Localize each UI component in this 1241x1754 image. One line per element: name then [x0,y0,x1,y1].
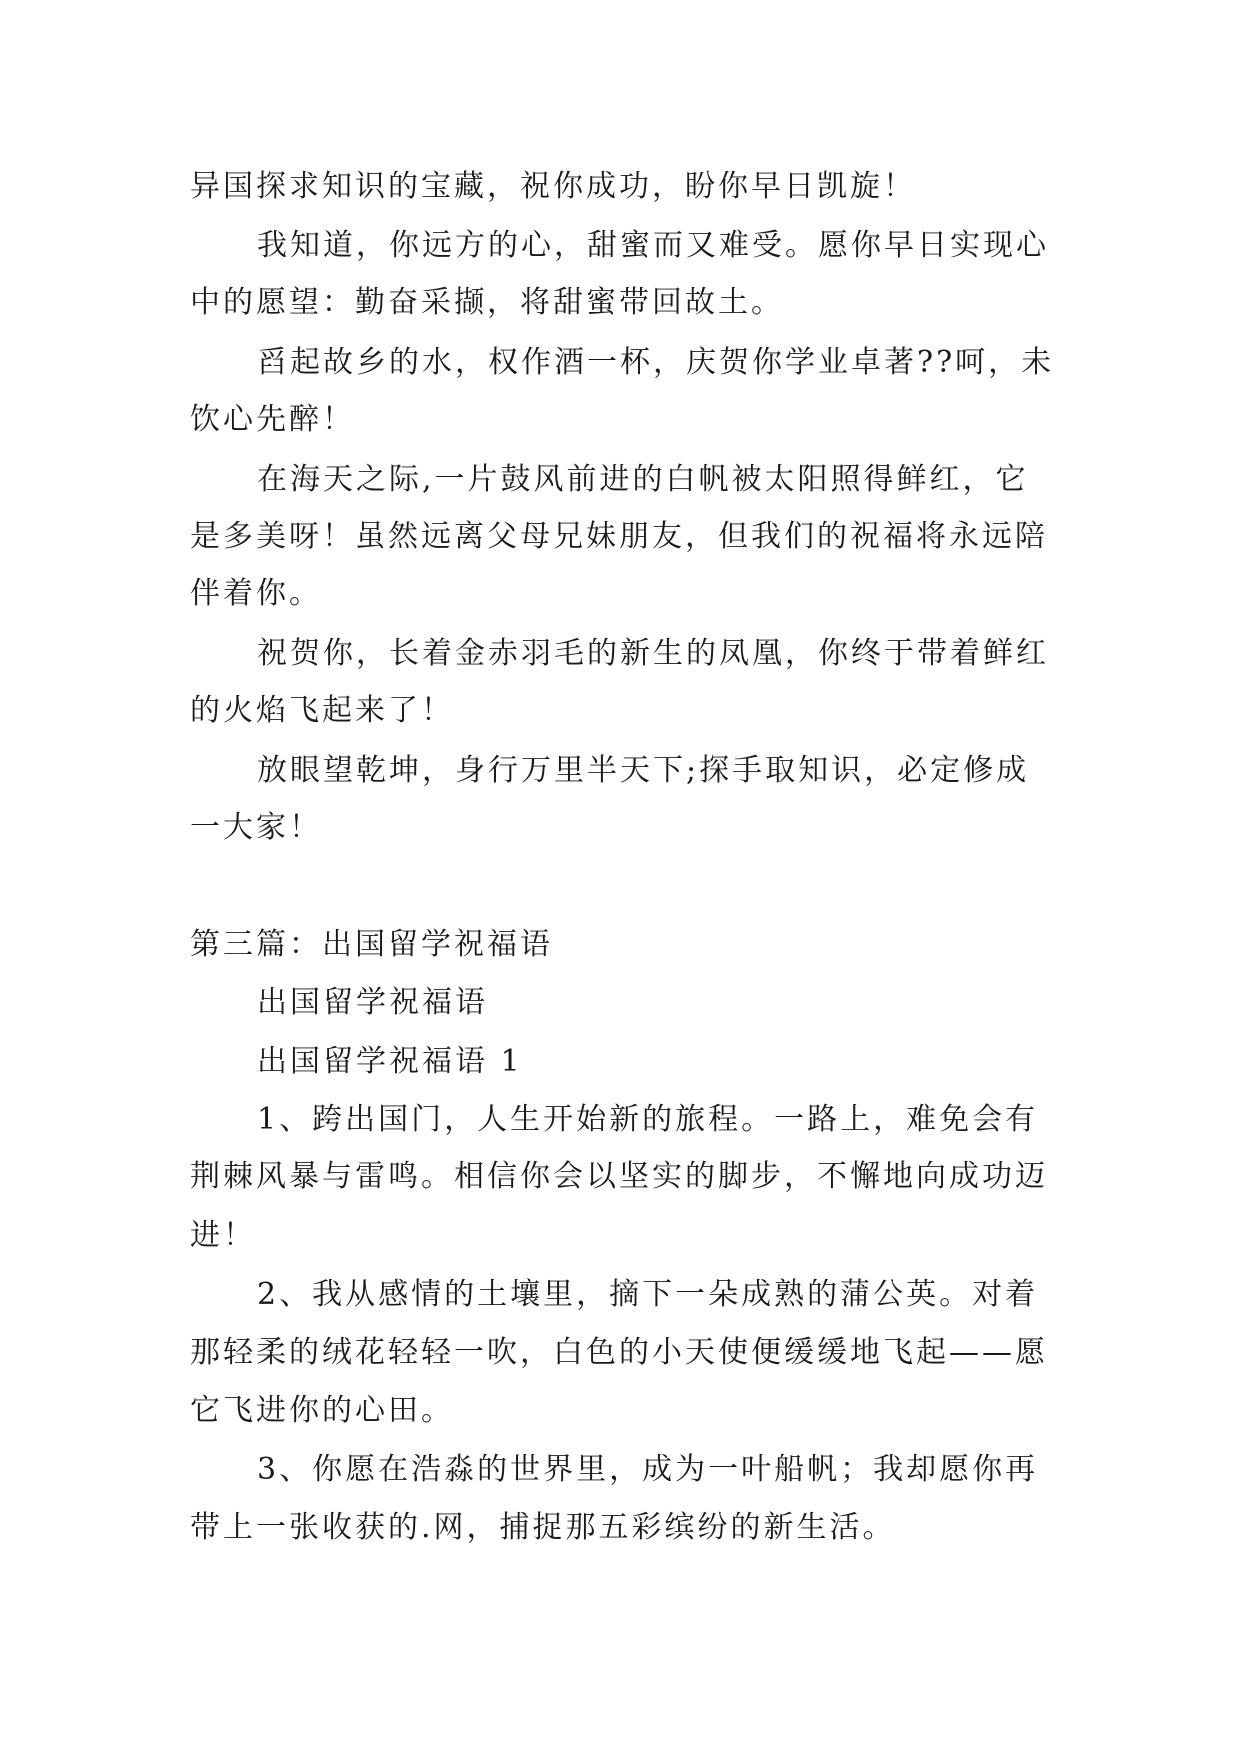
section-heading: 第三篇：出国留学祝福语 [190,927,553,962]
text-line: 它飞进你的心田。 [190,1393,454,1428]
text-line: 我知道，你远方的心，甜蜜而又难受。愿你早日实现心 [257,228,1049,263]
article-subtitle: 出国留学祝福语 1 [257,1044,523,1079]
article-title: 出国留学祝福语 [257,985,488,1020]
text-line: 放眼望乾坤，身行万里半天下;探手取知识，必定修成 [257,753,1030,788]
text-line: 饮心先醉！ [190,402,355,437]
text-line: 那轻柔的绒花轻轻一吹，白色的小天使便缓缓地飞起——愿 [190,1335,1048,1370]
text-line: 进！ [190,1218,256,1253]
text-line: 是多美呀！虽然远离父母兄妹朋友，但我们的祝福将永远陪 [190,519,1048,554]
text-line: 中的愿望：勤奋采撷，将甜蜜带回故土。 [190,285,784,320]
text-line: 祝贺你，长着金赤羽毛的新生的凤凰，你终于带着鲜红 [257,636,1049,671]
text-line: 一大家！ [190,810,322,845]
text-line: 舀起故乡的水，权作酒一杯，庆贺你学业卓著??呵，未 [257,345,1055,380]
text-line: 的火焰飞起来了！ [190,693,454,728]
text-line: 在海天之际,一片鼓风前进的白帆被太阳照得鲜红，它 [257,462,1029,497]
text-line: 2、我从感情的土壤里，摘下一朵成熟的蒲公英。对着 [257,1277,1039,1312]
text-line: 3、你愿在浩淼的世界里，成为一叶船帆；我却愿你再 [257,1452,1039,1487]
text-line: 荆棘风暴与雷鸣。相信你会以坚实的脚步，不懈地向成功迈 [190,1159,1048,1194]
text-line: 伴着你。 [190,576,322,611]
text-line: 异国探求知识的宝藏，祝你成功，盼你早日凯旋！ [190,169,916,204]
text-line: 1、跨出国门，人生开始新的旅程。一路上，难免会有 [257,1102,1039,1137]
text-line: 带上一张收获的.网，捕捉那五彩缤纷的新生活。 [190,1510,896,1545]
